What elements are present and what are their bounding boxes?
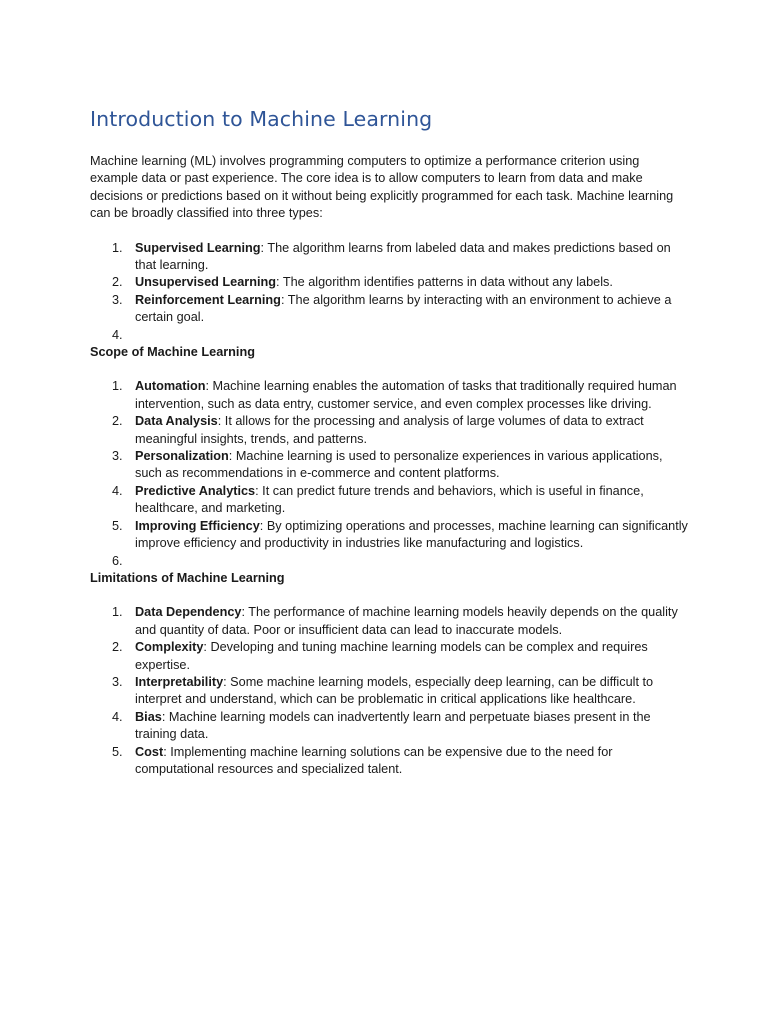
list-item-description: : Some machine learning models, especially deep learning, can be difficult to interpret and understand, which can be problematic in critical applications like healthcare. [135, 674, 654, 707]
list-item [90, 639, 690, 674]
list-item-number: 5. [112, 518, 123, 533]
list-item-term: Improving Efficiency [135, 518, 260, 533]
list-item-number: 3. [112, 292, 123, 307]
limitations-heading: Limitations of Machine Learning [90, 570, 285, 585]
list-item-description: : It can predict future trends and behaviors, which is useful in finance, healthcare, and marketing. [135, 483, 644, 516]
list-item-term: Complexity [135, 640, 204, 655]
list-item [90, 518, 690, 553]
limitations-list [90, 604, 690, 778]
list-item-description: : The performance of machine learning models heavily depends on the quality and quantity of data. Poor or insufficient data can lead to inaccurate models. [135, 605, 678, 637]
list-item-term: Supervised Learning [135, 240, 261, 255]
list-item-description: : Implementing machine learning solutions can be expensive due to the need for computational resources and specialized talent. [135, 744, 613, 776]
page-title: Introduction to Machine Learning [90, 107, 433, 131]
types-list [90, 240, 690, 344]
list-item [90, 448, 690, 483]
list-item-description: : Developing and tuning machine learning models can be complex and requires expertise. [135, 640, 648, 672]
list-item [90, 240, 690, 275]
intro-paragraph: Machine learning (ML) involves programming computers to optimize a performance criterion using example data or past experience. The core idea is to allow computers to learn from data and make decisions or predictions based on it without being explicitly programmed for each task. Machine learning can be broadly classified into three types: [90, 154, 674, 221]
document-page [90, 104, 690, 778]
list-item-term: Automation [135, 379, 206, 394]
scope-list [90, 378, 690, 569]
list-item-term: Personalization [135, 449, 229, 464]
list-item [90, 274, 690, 291]
list-item-description: : The algorithm identifies patterns in data without any labels. [276, 275, 613, 290]
list-item-number: 2. [112, 275, 123, 290]
list-item-number: 4. [112, 327, 123, 342]
list-item-number: 3. [112, 674, 123, 689]
list-item [90, 604, 690, 639]
list-item-description: : Machine learning is used to personalize experiences in various applications, such as recommendations in e-commerce and content platforms. [135, 449, 663, 481]
list-item-number: 1. [112, 240, 123, 255]
list-item [90, 413, 690, 448]
list-item-term: Unsupervised Learning [135, 275, 277, 290]
list-item [90, 483, 690, 518]
list-item [90, 709, 690, 744]
list-item-term: Data Analysis [135, 414, 218, 429]
list-item-number: 1. [112, 379, 123, 394]
list-item-description: : It allows for the processing and analysis of large volumes of data to extract meaningful insights, trends, and patterns. [135, 414, 644, 446]
list-item-term: Data Dependency [135, 605, 242, 620]
list-item-description: : By optimizing operations and processes, machine learning can significantly improve efficiency and productivity in industries like manufacturing and logistics. [135, 518, 688, 551]
list-item [90, 292, 690, 327]
list-item-number: 5. [112, 744, 123, 759]
list-item-number: 4. [112, 709, 123, 724]
list-item-number: 1. [112, 605, 123, 620]
list-item-term: Bias [135, 709, 162, 724]
list-item-number: 2. [112, 414, 123, 429]
list-item [90, 744, 690, 779]
list-item-term: Predictive Analytics [135, 483, 256, 498]
list-item-description: : Machine learning models can inadvertently learn and perpetuate biases present in the training data. [135, 709, 651, 742]
list-item [90, 327, 690, 344]
list-item-description: : The algorithm learns from labeled data and makes predictions based on that learning. [135, 240, 671, 273]
list-item-description: : The algorithm learns by interacting with an environment to achieve a certain goal. [135, 292, 672, 325]
list-item-term: Cost [135, 744, 164, 759]
list-item-term: Interpretability [135, 674, 224, 689]
list-item-number: 2. [112, 640, 123, 655]
list-item [90, 674, 690, 709]
list-item [90, 378, 690, 413]
list-item [90, 553, 690, 570]
list-item-number: 3. [112, 449, 123, 464]
list-item-number: 4. [112, 483, 123, 498]
list-item-number: 6. [112, 553, 123, 568]
scope-heading: Scope of Machine Learning [90, 345, 255, 360]
list-item-term: Reinforcement Learning [135, 292, 281, 307]
list-item-description: : Machine learning enables the automation of tasks that traditionally required human intervention, such as data entry, customer service, and even complex processes like driving. [135, 379, 677, 411]
